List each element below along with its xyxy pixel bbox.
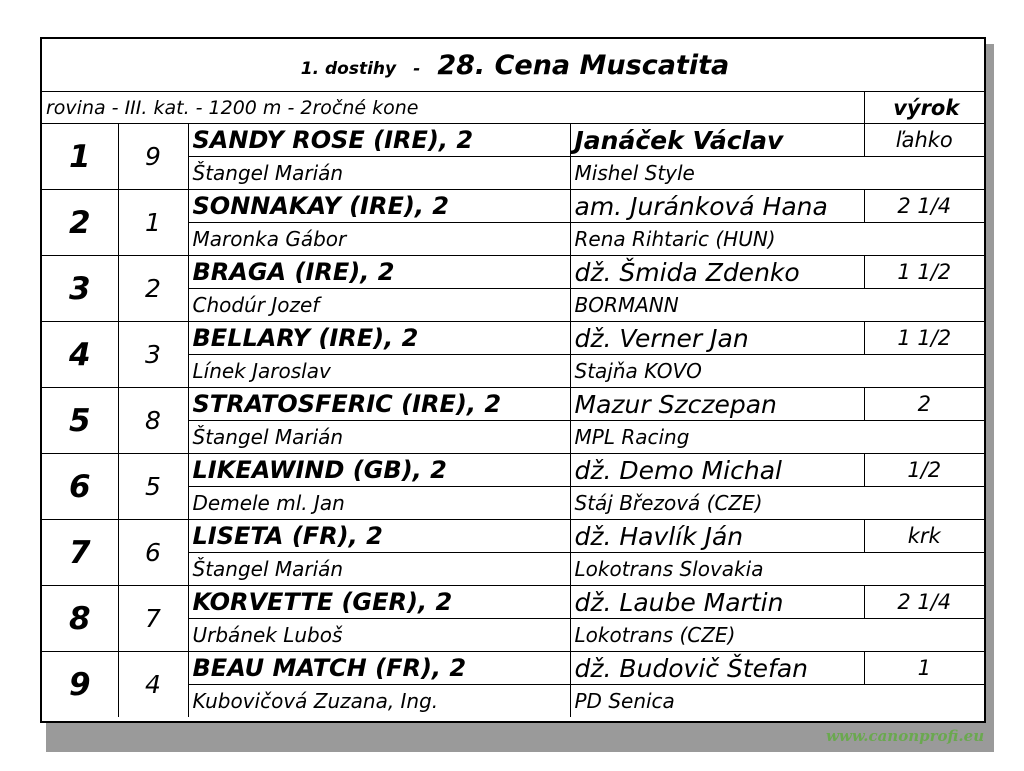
trainer-name: Demele ml. Jan: [188, 487, 570, 520]
trainer-name: Štangel Marián: [188, 553, 570, 586]
owner-name: Rena Rihtaric (HUN): [570, 223, 984, 256]
start-number-cell: 5: [118, 454, 188, 520]
trainer-name: Štangel Marián: [188, 157, 570, 190]
watermark: www.canonprofi.eu: [826, 727, 985, 745]
owner-name: BORMANN: [570, 289, 984, 322]
margin-cell: 1: [864, 652, 984, 685]
title-row: [42, 39, 984, 92]
result-row: [42, 256, 984, 289]
place-cell: 2: [42, 190, 118, 256]
jockey-name: dž. Laube Martin: [570, 586, 864, 619]
horse-name: LIKEAWIND (GB), 2: [188, 454, 570, 487]
results-table: [42, 39, 984, 717]
margin-cell: krk: [864, 520, 984, 553]
result-row: [42, 124, 984, 157]
owner-name: Mishel Style: [570, 157, 984, 190]
race-conditions: rovina - III. kat. - 1200 m - 2ročné kone: [42, 92, 864, 124]
margin-cell: 1 1/2: [864, 256, 984, 289]
place-cell: 5: [42, 388, 118, 454]
margin-cell: 2 1/4: [864, 190, 984, 223]
margin-header: výrok: [864, 92, 984, 124]
result-row: [42, 322, 984, 355]
owner-name: Stajňa KOVO: [570, 355, 984, 388]
horse-name: BELLARY (IRE), 2: [188, 322, 570, 355]
jockey-name: dž. Budovič Štefan: [570, 652, 864, 685]
trainer-name: Štangel Marián: [188, 421, 570, 454]
result-row: [42, 388, 984, 421]
race-name: 28. Cena Muscatita: [437, 49, 730, 81]
place-cell: 1: [42, 124, 118, 190]
start-number-cell: 4: [118, 652, 188, 718]
place-cell: 6: [42, 454, 118, 520]
horse-name: STRATOSFERIC (IRE), 2: [188, 388, 570, 421]
horse-name: BRAGA (IRE), 2: [188, 256, 570, 289]
horse-name: SONNAKAY (IRE), 2: [188, 190, 570, 223]
trainer-name: Kubovičová Zuzana, Ing.: [188, 685, 570, 718]
start-number-cell: 9: [118, 124, 188, 190]
results-card: [40, 37, 986, 723]
jockey-name: dž. Verner Jan: [570, 322, 864, 355]
jockey-name: dž. Havlík Ján: [570, 520, 864, 553]
trainer-name: Urbánek Luboš: [188, 619, 570, 652]
jockey-name: Janáček Václav: [570, 124, 864, 157]
margin-cell: 1 1/2: [864, 322, 984, 355]
start-number-cell: 7: [118, 586, 188, 652]
jockey-name: dž. Šmida Zdenko: [570, 256, 864, 289]
margin-cell: ľahko: [864, 124, 984, 157]
owner-name: Lokotrans (CZE): [570, 619, 984, 652]
title-separator: -: [413, 58, 421, 79]
place-cell: 4: [42, 322, 118, 388]
jockey-name: dž. Demo Michal: [570, 454, 864, 487]
place-cell: 8: [42, 586, 118, 652]
start-number-cell: 1: [118, 190, 188, 256]
start-number-cell: 6: [118, 520, 188, 586]
result-row: [42, 454, 984, 487]
jockey-name: am. Juránková Hana: [570, 190, 864, 223]
horse-name: KORVETTE (GER), 2: [188, 586, 570, 619]
owner-name: Stáj Březová (CZE): [570, 487, 984, 520]
horse-name: BEAU MATCH (FR), 2: [188, 652, 570, 685]
place-cell: 9: [42, 652, 118, 718]
start-number-cell: 3: [118, 322, 188, 388]
race-title: [42, 39, 984, 92]
horse-name: SANDY ROSE (IRE), 2: [188, 124, 570, 157]
conditions-row: [42, 92, 984, 124]
result-row: [42, 190, 984, 223]
owner-name: PD Senica: [570, 685, 984, 718]
owner-name: MPL Racing: [570, 421, 984, 454]
result-row: [42, 520, 984, 553]
margin-cell: 1/2: [864, 454, 984, 487]
trainer-name: Chodúr Jozef: [188, 289, 570, 322]
trainer-name: Maronka Gábor: [188, 223, 570, 256]
place-cell: 3: [42, 256, 118, 322]
jockey-name: Mazur Szczepan: [570, 388, 864, 421]
result-row: [42, 586, 984, 619]
margin-cell: 2: [864, 388, 984, 421]
result-row: [42, 652, 984, 685]
horse-name: LISETA (FR), 2: [188, 520, 570, 553]
owner-name: Lokotrans Slovakia: [570, 553, 984, 586]
place-cell: 7: [42, 520, 118, 586]
race-number: 1. dostihy: [300, 58, 397, 79]
start-number-cell: 8: [118, 388, 188, 454]
margin-cell: 2 1/4: [864, 586, 984, 619]
start-number-cell: 2: [118, 256, 188, 322]
trainer-name: Línek Jaroslav: [188, 355, 570, 388]
